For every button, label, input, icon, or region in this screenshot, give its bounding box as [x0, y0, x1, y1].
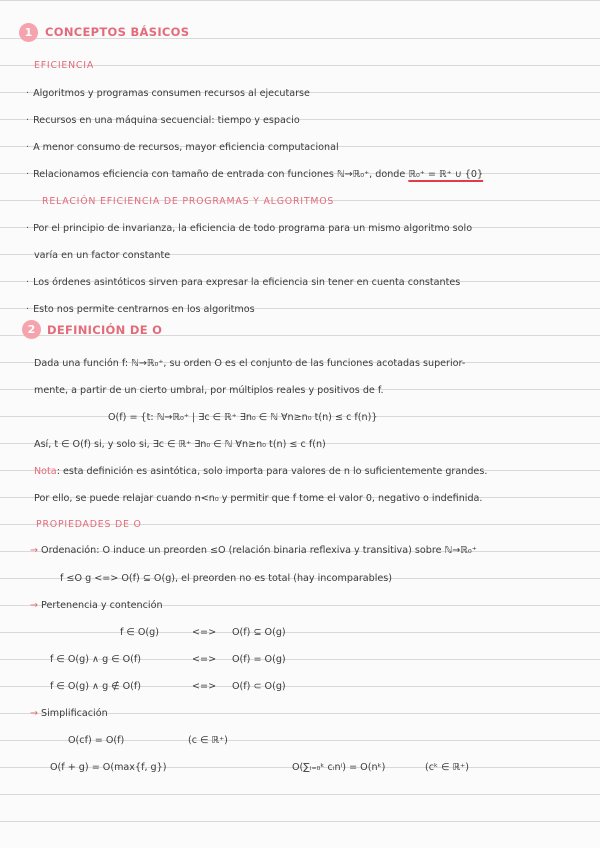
highlighted-definition: ℝ₀⁺ = ℝ⁺ ∪ {0}: [408, 169, 484, 180]
rule-right: O(f) ⊆ O(g): [232, 627, 286, 638]
bullet-line: · A menor consumo de recursos, mayor eficiencia computacional: [26, 142, 339, 154]
simplification-rule: O(cf) = O(f): [68, 735, 125, 746]
section-number-badge: 1: [19, 23, 38, 42]
bullet-line: · Esto nos permite centrarnos en los algoritmos: [26, 304, 255, 316]
rule-right: O(f) = O(g): [232, 654, 286, 665]
subsection-heading: EFICIENCIA: [34, 60, 95, 71]
property-line: → Simplificación: [30, 708, 108, 720]
subsection-heading: RELACIÓN EFICIENCIA DE PROGRAMAS Y ALGORITMOS: [42, 196, 335, 207]
continuation-line: varía en un factor constante: [34, 250, 171, 261]
rule-left: f ∈ O(g): [120, 627, 159, 638]
property-line: → Ordenación: O induce un preorden ≤O (relación binaria reflexiva y transitiva) sobre ℕ→ℝ₀⁺: [30, 545, 477, 557]
subsection-heading: PROPIEDADES DE O: [36, 519, 142, 530]
bullet-line: · Por el principio de invarianza, la eficiencia de todo programa para un mismo algoritmo solo: [26, 223, 472, 235]
rule-iff: <=>: [192, 681, 217, 692]
simplification-rule: O(∑ᵢ₌₀ᵏ cᵢnⁱ) = O(nᵏ): [292, 762, 386, 773]
section-number-badge: 2: [22, 320, 41, 339]
section-title: DEFINICIÓN DE O: [47, 323, 163, 337]
bullet-line: · Recursos en una máquina secuencial: tiempo y espacio: [26, 115, 300, 127]
bullet-line: · Algoritmos y programas consumen recursos al ejecutarse: [26, 88, 310, 100]
simplification-rule: O(f + g) = O(max{f, g}): [50, 762, 167, 773]
property-line: → Pertenencia y contención: [30, 600, 163, 612]
simplification-condition: (c ∈ ℝ⁺): [188, 735, 228, 746]
definition-line: Dada una función f: ℕ→ℝ₀⁺, su orden O es el conjunto de las funciones acotadas superior-: [34, 358, 466, 369]
property-detail: f ≤O g <=> O(f) ⊆ O(g), el preorden no es total (hay incomparables): [60, 573, 393, 584]
note-label: Nota: [34, 466, 57, 477]
note-line: Por ello, se puede relajar cuando n<n₀ y permitir que f tome el valor 0, negativo o indefinida.: [34, 493, 483, 504]
simplification-condition: (cᵏ ∈ ℝ⁺): [425, 762, 469, 773]
formula: O(f) = {t: ℕ→ℝ₀⁺ | ∃c ∈ ℝ⁺ ∃n₀ ∈ ℕ ∀n≥n₀ t(n) ≤ c f(n)}: [108, 412, 378, 423]
rule-right: O(f) ⊂ O(g): [232, 681, 286, 692]
equivalence-line: Así, t ∈ O(f) si, y solo si, ∃c ∈ ℝ⁺ ∃n₀ ∈ ℕ ∀n≥n₀ t(n) ≤ c f(n): [34, 439, 326, 450]
definition-line: mente, a partir de un cierto umbral, por múltiplos reales y positivos de f.: [34, 385, 384, 396]
section-title: CONCEPTOS BÁSICOS: [45, 25, 190, 39]
rule-iff: <=>: [192, 627, 217, 638]
bullet-line: · Relacionamos eficiencia con tamaño de entrada con funciones ℕ→ℝ₀⁺, donde ℝ₀⁺ = ℝ⁺ ∪ {0}: [26, 169, 483, 181]
rule-left: f ∈ O(g) ∧ g ∉ O(f): [50, 681, 142, 692]
rule-left: f ∈ O(g) ∧ g ∈ O(f): [50, 654, 142, 665]
rule-iff: <=>: [192, 654, 217, 665]
note-line: Nota: esta definición es asintótica, solo importa para valores de n lo suficientemente grandes.: [34, 466, 488, 477]
bullet-line: · Los órdenes asintóticos sirven para expresar la eficiencia sin tener en cuenta constantes: [26, 277, 460, 289]
